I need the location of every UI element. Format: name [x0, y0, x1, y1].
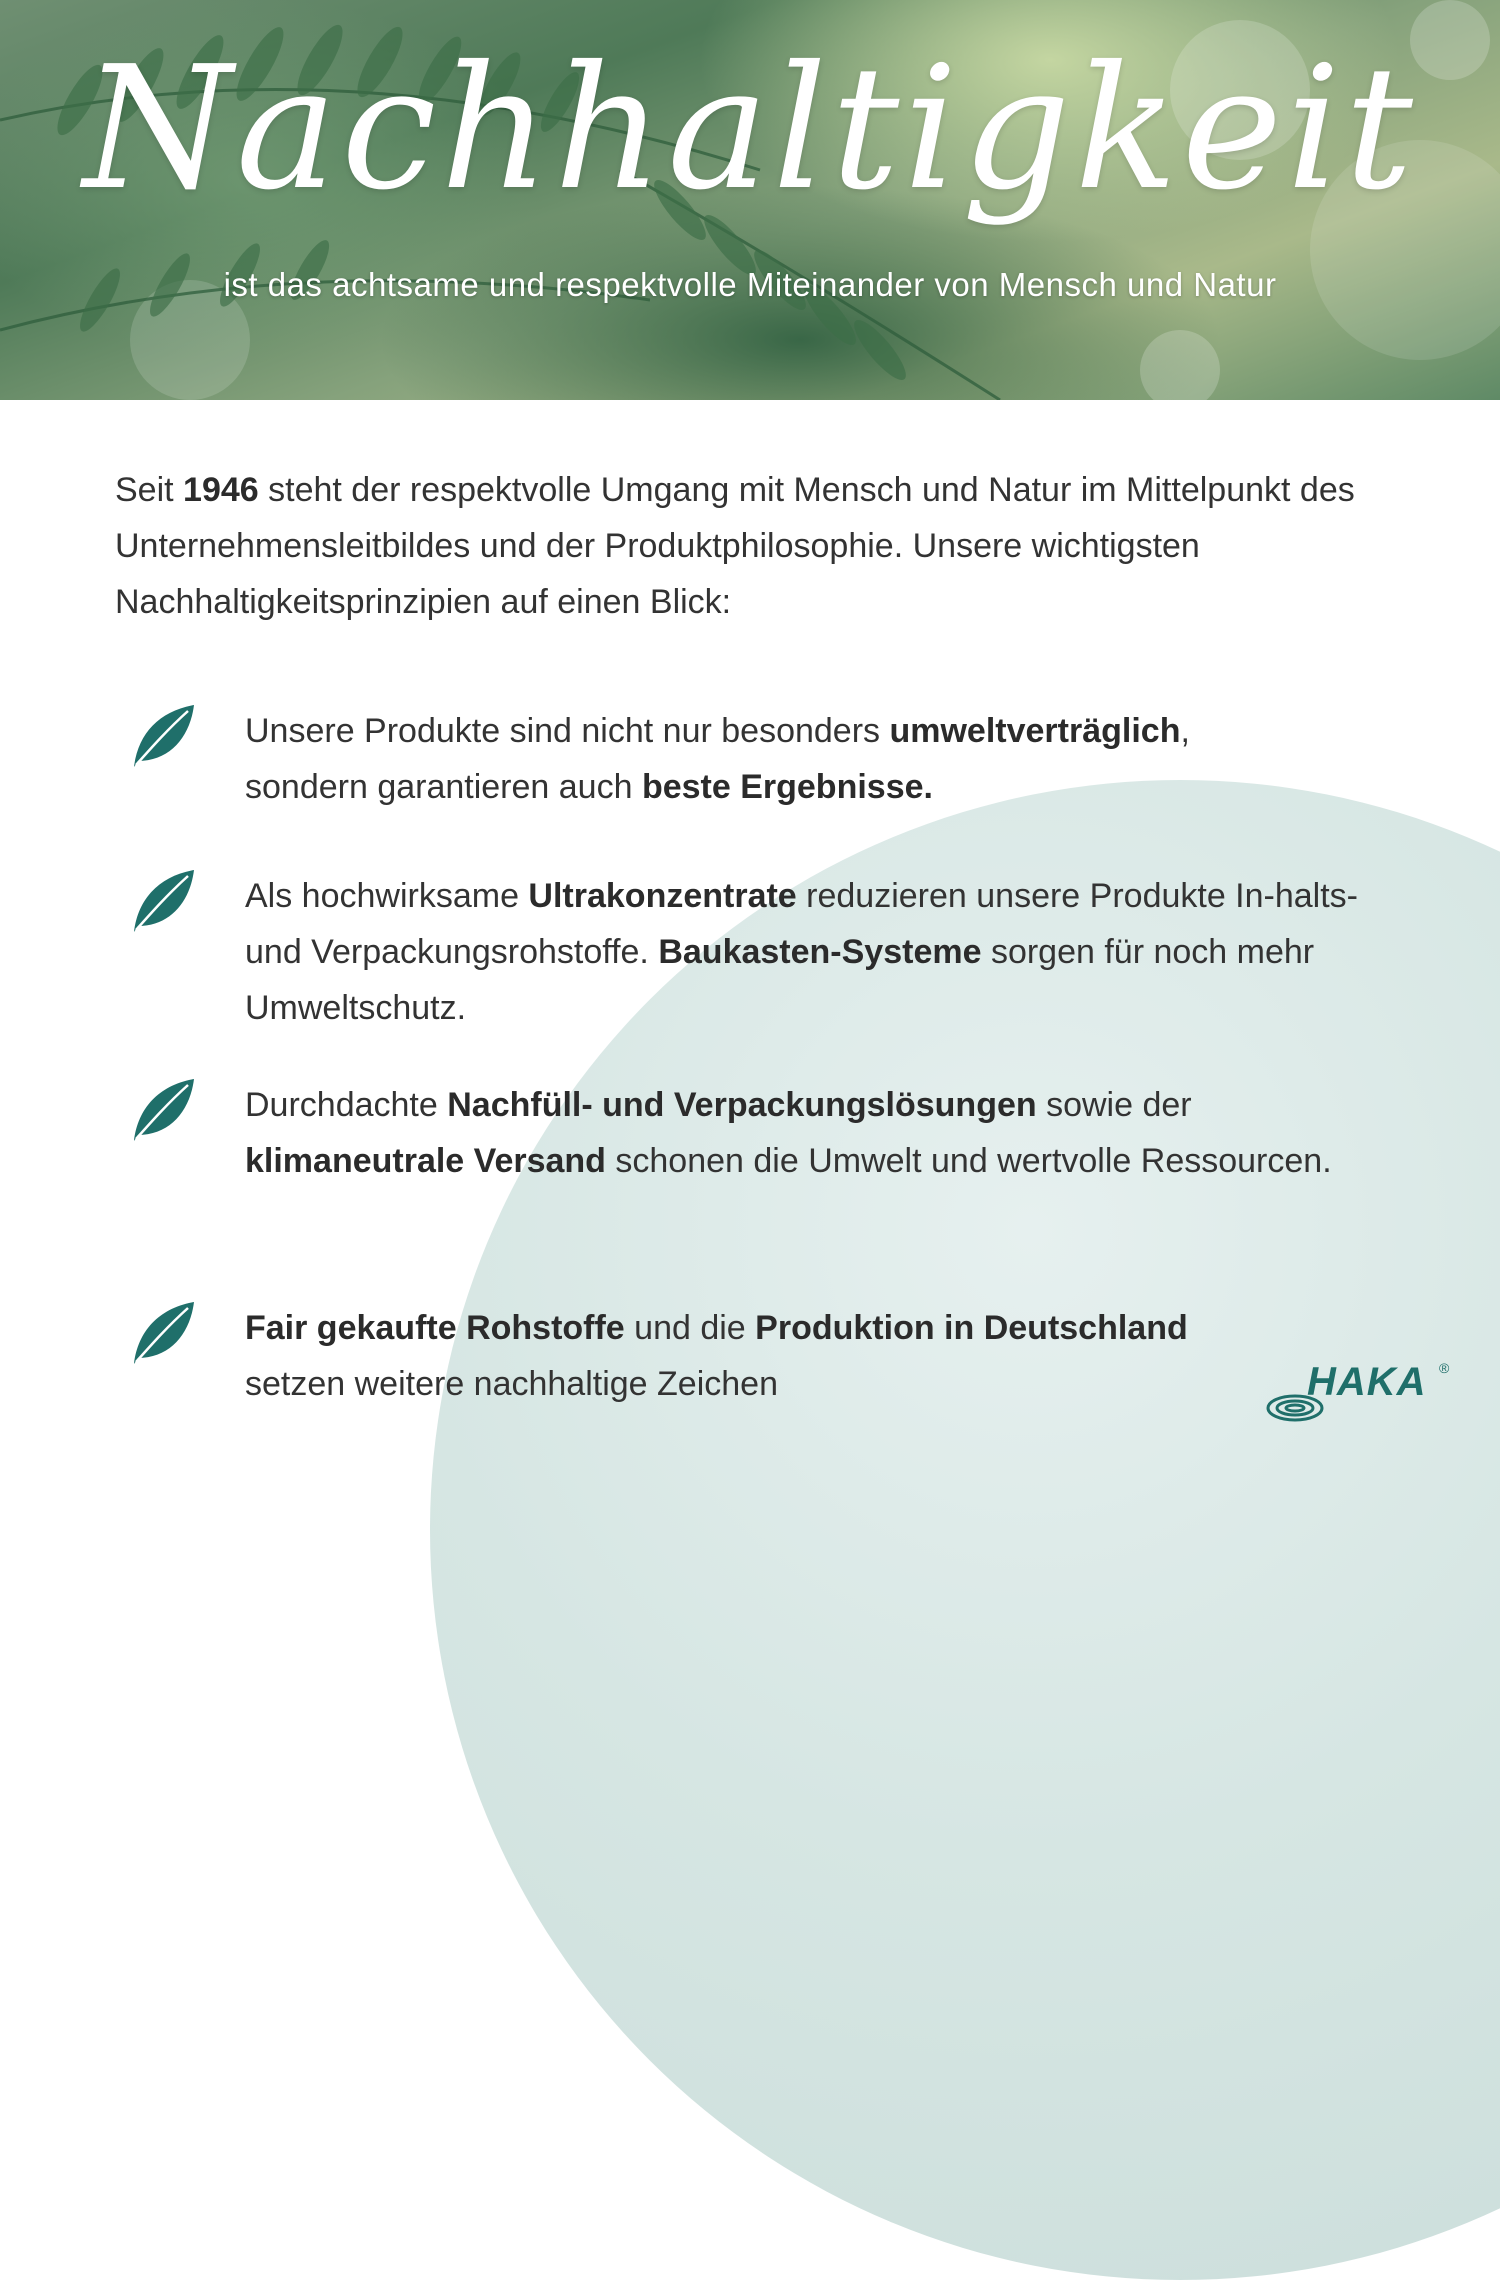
- principle-highlight: Produktion in Deutschland: [755, 1309, 1188, 1347]
- principle-text: [245, 1300, 1385, 1412]
- principle-highlight: umweltverträglich: [889, 712, 1181, 750]
- intro-paragraph: [115, 462, 1445, 630]
- leaf-icon: [130, 868, 196, 934]
- leaf-icon: [130, 1077, 196, 1143]
- principle-text-segment: ,: [1180, 712, 1190, 750]
- principle-text-segment: Als hochwirksame: [245, 877, 529, 915]
- hero-subtitle: ist das achtsame und respektvolle Miteinander von Mensch und Natur: [223, 266, 1277, 303]
- principle-text-segment: sorgen für noch mehr Umweltschutz.: [245, 933, 1315, 1027]
- principle-highlight: Fair gekaufte Rohstoffe: [245, 1309, 625, 1347]
- hero-title: Nachhaltigkeit: [83, 30, 1417, 228]
- principle-text: [245, 1077, 1385, 1189]
- principle-highlight: beste Ergebnisse.: [641, 768, 933, 806]
- intro-year: 1946: [183, 471, 259, 509]
- intro-text-before: Seit: [115, 471, 184, 509]
- principle-text-segment: reduzieren unsere Produkte In-halts- und Verpackungsrohstoffe.: [245, 877, 1359, 971]
- principle-highlight: Ultrakonzentrate: [528, 877, 797, 915]
- principle-text-segment: sowie der: [1036, 1086, 1192, 1124]
- principle-text-segment: setzen weitere nachhaltige Zeichen: [245, 1365, 778, 1403]
- principle-text: [245, 868, 1385, 1036]
- principle-text: [245, 703, 1385, 815]
- principle-highlight: Baukasten-Systeme: [658, 933, 982, 971]
- haka-logo: [1265, 1350, 1465, 1430]
- logo-text: HAKA: [1307, 1360, 1427, 1404]
- principle-text-segment: Unsere Produkte sind nicht nur besonders: [245, 712, 890, 750]
- principle-highlight: klimaneutrale Versand: [245, 1142, 606, 1180]
- leaf-icon: [130, 1300, 196, 1366]
- intro-text-after: steht der respektvolle Umgang mit Mensch und Natur im Mittelpunkt des Unternehmensleitbildes und der Produktphilosophie. Unsere wichtigsten Nachhaltigkeitsprinzipien auf einen Blick:: [115, 471, 1355, 621]
- principle-highlight: Nachfüll- und Verpackungslösungen: [447, 1086, 1037, 1124]
- principle-text-segment: sondern garantieren auch: [245, 768, 642, 806]
- principle-text-segment: und die: [624, 1309, 756, 1347]
- logo-registered-mark: ®: [1439, 1360, 1450, 1376]
- principle-text-segment: schonen die Umwelt und wertvolle Ressourcen.: [605, 1142, 1332, 1180]
- principle-text-segment: Durchdachte: [245, 1086, 448, 1124]
- leaf-icon: [130, 703, 196, 769]
